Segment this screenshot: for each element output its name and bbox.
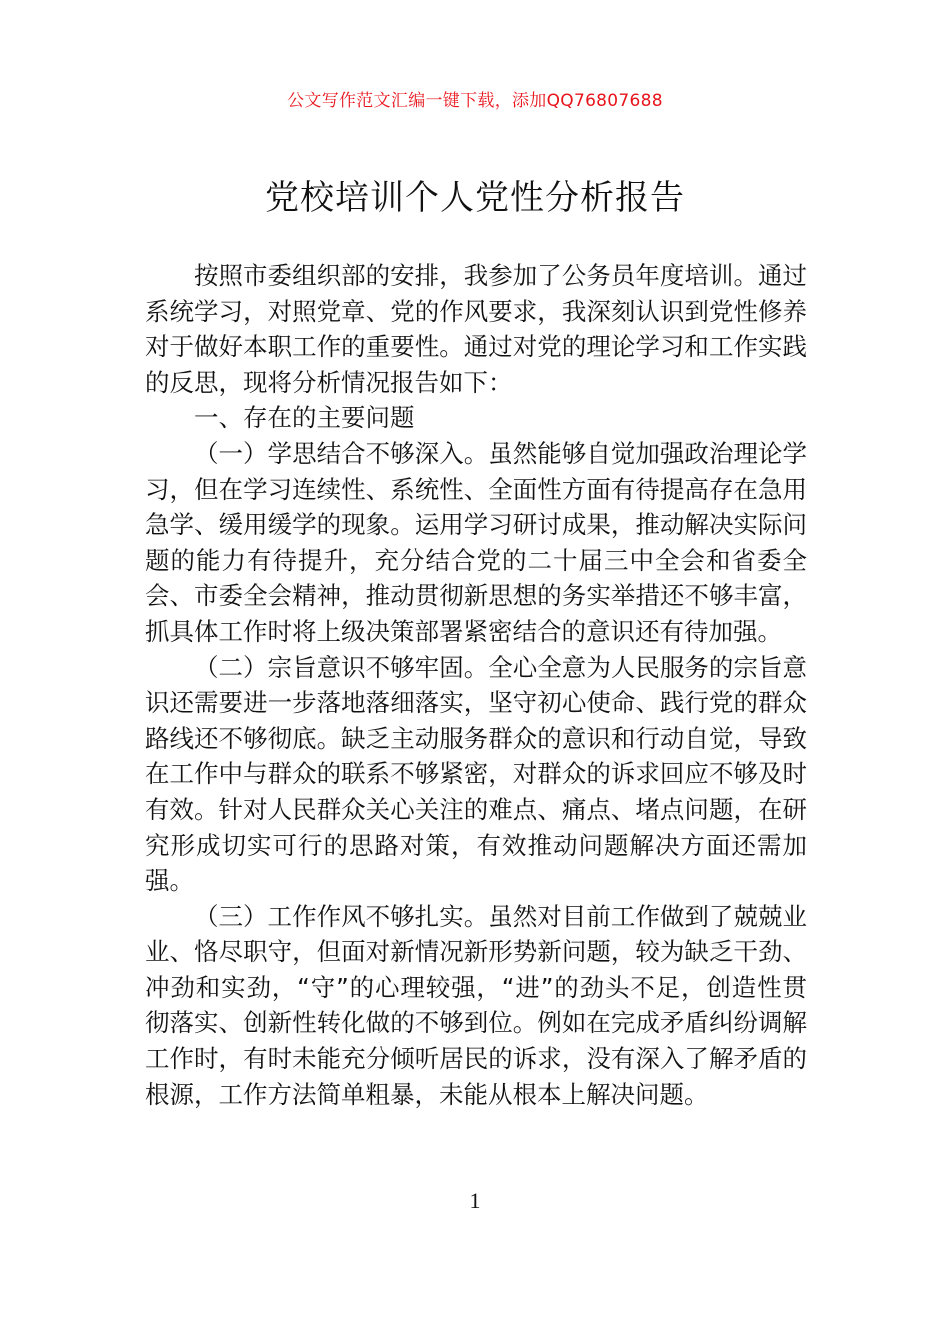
document-title: 党校培训个人党性分析报告 — [265, 178, 685, 218]
page-number: 1 — [469, 1188, 481, 1213]
problem-paragraph-3: （三）工作作风不够扎实。虽然对目前工作做到了兢兢业业、恪尽职守，但面对新情况新形势新问题，较为缺乏干劲、冲劲和实劲，“守”的心理较强，“进”的劲头不足，创造性贯彻落实、创新性转化做的不够到位。例如在完成矛盾纠纷调解工作时，有时未能充分倾听居民的诉求，没有深入了解矛盾的根源，工作方法简单粗暴，未能从根本上解决问题。 — [145, 901, 807, 1109]
intro-paragraph: 按照市委组织部的安排，我参加了公务员年度培训。通过系统学习，对照党章、党的作风要求，我深刻认识到党性修养对于做好本职工作的重要性。通过对党的理论学习和工作实践的反思，现将分析情况报告如下： — [145, 261, 807, 397]
problem-paragraph-1: （一）学思结合不够深入。虽然能够自觉加强政治理论学习，但在学习连续性、系统性、全面性方面有待提高存在急用急学、缓用缓学的现象。运用学习研讨成果，推动解决实际问题的能力有待提升，充分结合党的二十届三中全会和省委全会、市委全会精神，推动贯彻新思想的务实举措还不够丰富，抓具体工作时将上级决策部署紧密结合的意识还有待加强。 — [145, 438, 807, 646]
section-heading: 一、存在的主要问题 — [194, 403, 415, 433]
document-body — [145, 258, 807, 1112]
download-notice: 公文写作范文汇编一键下载，添加QQ76807688 — [287, 91, 663, 111]
problem-paragraph-2: （二）宗旨意识不够牢固。全心全意为人民服务的宗旨意识还需要进一步落地落细落实，坚守初心使命、践行党的群众路线还不够彻底。缺乏主动服务群众的意识和行动自觉，导致在工作中与群众的联系不够紧密，对群众的诉求回应不够及时有效。针对人民群众关心关注的难点、痛点、堵点问题，在研究形成切实可行的思路对策，有效推动问题解决方面还需加强。 — [145, 652, 807, 896]
